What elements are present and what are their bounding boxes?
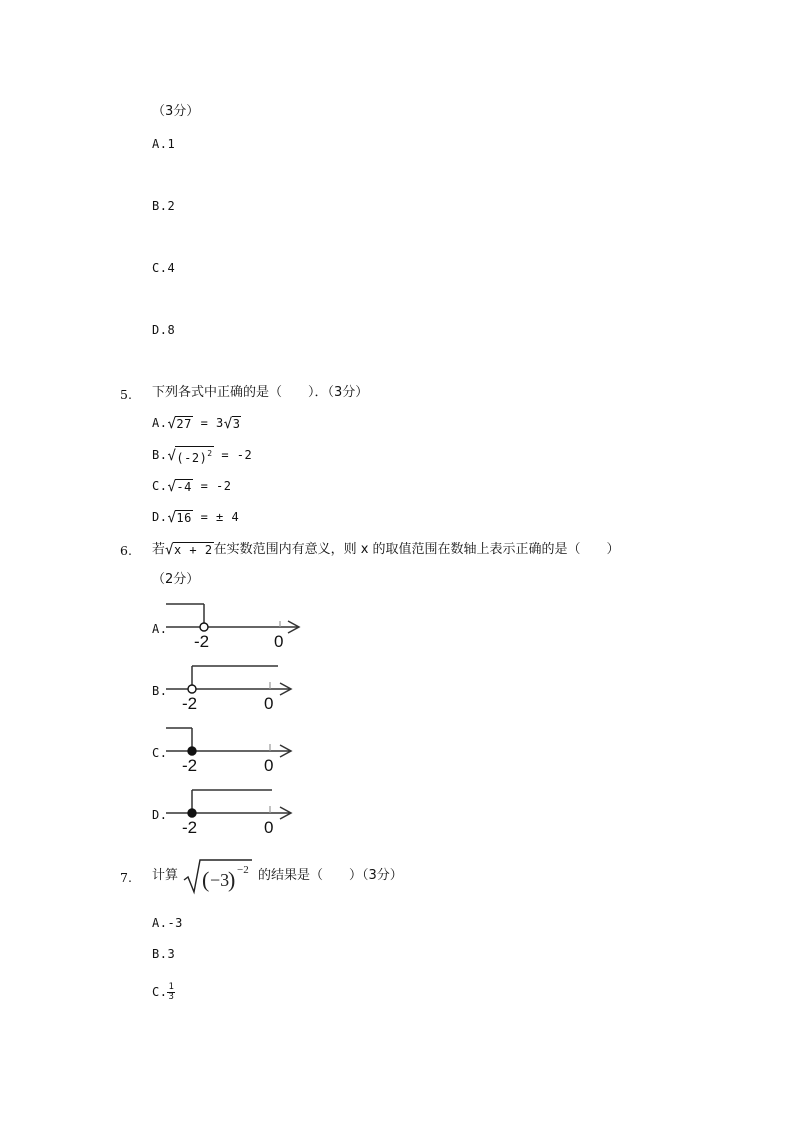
q5-option-a[interactable] [152, 415, 241, 432]
sqrt-expression: √x + 2 [165, 541, 213, 558]
left-tick-label: -2 [182, 756, 198, 775]
exponent: −2 [237, 864, 249, 876]
q5-number: 5. [120, 387, 132, 402]
radicand: 27 [176, 417, 192, 432]
radicand: (-2) [176, 451, 208, 465]
option-letter: C. [152, 261, 168, 275]
q6-option-c-letter[interactable]: C. [152, 746, 168, 760]
q6-stem [152, 541, 620, 558]
q7-number: 7. [120, 870, 132, 885]
svg-text:): ) [228, 867, 236, 892]
q6-number: 6. [120, 543, 132, 558]
q6-option-d-letter[interactable]: D. [152, 808, 168, 822]
fraction [167, 983, 175, 1002]
q5-stem: 下列各式中正确的是（ ）．（3分） [152, 385, 369, 400]
q4-option-a[interactable] [152, 136, 175, 152]
left-tick-label: -2 [194, 632, 210, 651]
q7-option-c[interactable] [152, 983, 175, 1002]
option-text: 2 [167, 199, 176, 213]
q7-stem-suffix: 的结果是（ ）（3分） [258, 868, 403, 883]
denominator: 3 [168, 992, 175, 1002]
radicand: 3 [232, 417, 241, 432]
exponent: 2 [207, 449, 213, 458]
q6-option-a-letter[interactable]: A. [152, 622, 168, 636]
option-letter: D. [152, 323, 168, 337]
option-letter: B. [152, 448, 168, 462]
q5-option-d[interactable] [152, 509, 239, 526]
option-letter: A. [152, 137, 168, 151]
option-letter: C. [152, 985, 168, 999]
sqrt-expression: √3 [223, 415, 241, 432]
sqrt-expression: √-4 [167, 478, 192, 495]
right-tick-label: 0 [264, 694, 274, 713]
radicand: 16 [176, 511, 192, 526]
stem-suffix: 在实数范围内有意义，则 x 的取值范围在数轴上表示正确的是（ ） [213, 541, 620, 557]
stem-prefix: 若 [152, 541, 166, 557]
option-text: 1 [167, 137, 176, 151]
sqrt-expression: √27 [167, 415, 192, 432]
q6-option-a-number-line [160, 598, 310, 656]
svg-text:(: ( [202, 867, 210, 892]
q5-option-b[interactable] [152, 446, 252, 465]
equation-rhs: = ± 4 [200, 510, 240, 524]
option-letter: B. [152, 199, 168, 213]
q4-score: （3分） [152, 104, 200, 119]
numerator: 1 [168, 982, 175, 992]
option-letter: A. [152, 416, 168, 430]
q4-option-c[interactable] [152, 260, 175, 276]
sqrt-expression: $√(-2)^2$ [167, 447, 213, 465]
q7-option-b[interactable] [152, 946, 175, 962]
equation-rhs: = 3 [200, 416, 224, 430]
q7-option-a[interactable] [152, 915, 183, 931]
option-letter: D. [152, 510, 168, 524]
equation-rhs: = -2 [221, 448, 253, 462]
right-tick-label: 0 [264, 756, 274, 775]
q4-option-b[interactable] [152, 198, 175, 214]
radicand: x + 2 [173, 543, 213, 557]
q6-score: （2分） [152, 572, 200, 587]
q7-sqrt-expression [182, 856, 254, 900]
option-text: 8 [167, 323, 176, 337]
base: −3 [210, 870, 230, 890]
q6-option-d-number-line [160, 784, 310, 842]
equation-rhs: = -2 [200, 479, 232, 493]
right-tick-label: 0 [274, 632, 284, 651]
sqrt-expression: √16 [167, 509, 192, 526]
left-tick-label: -2 [182, 694, 198, 713]
q6-option-b-number-line [160, 660, 310, 718]
radicand: -4 [176, 480, 192, 495]
left-tick-label: -2 [182, 818, 198, 837]
q7-stem-prefix: 计算 [152, 868, 179, 883]
q6-option-c-number-line [160, 722, 310, 780]
option-letter: A. [152, 916, 168, 930]
option-text: -3 [167, 916, 183, 930]
q6-option-b-letter[interactable]: B. [152, 684, 168, 698]
option-letter: B. [152, 947, 168, 961]
right-tick-label: 0 [264, 818, 274, 837]
option-text: 4 [167, 261, 176, 275]
q4-option-d[interactable] [152, 322, 175, 338]
option-text: 3 [167, 947, 176, 961]
option-letter: C. [152, 479, 168, 493]
q5-option-c[interactable] [152, 478, 231, 495]
